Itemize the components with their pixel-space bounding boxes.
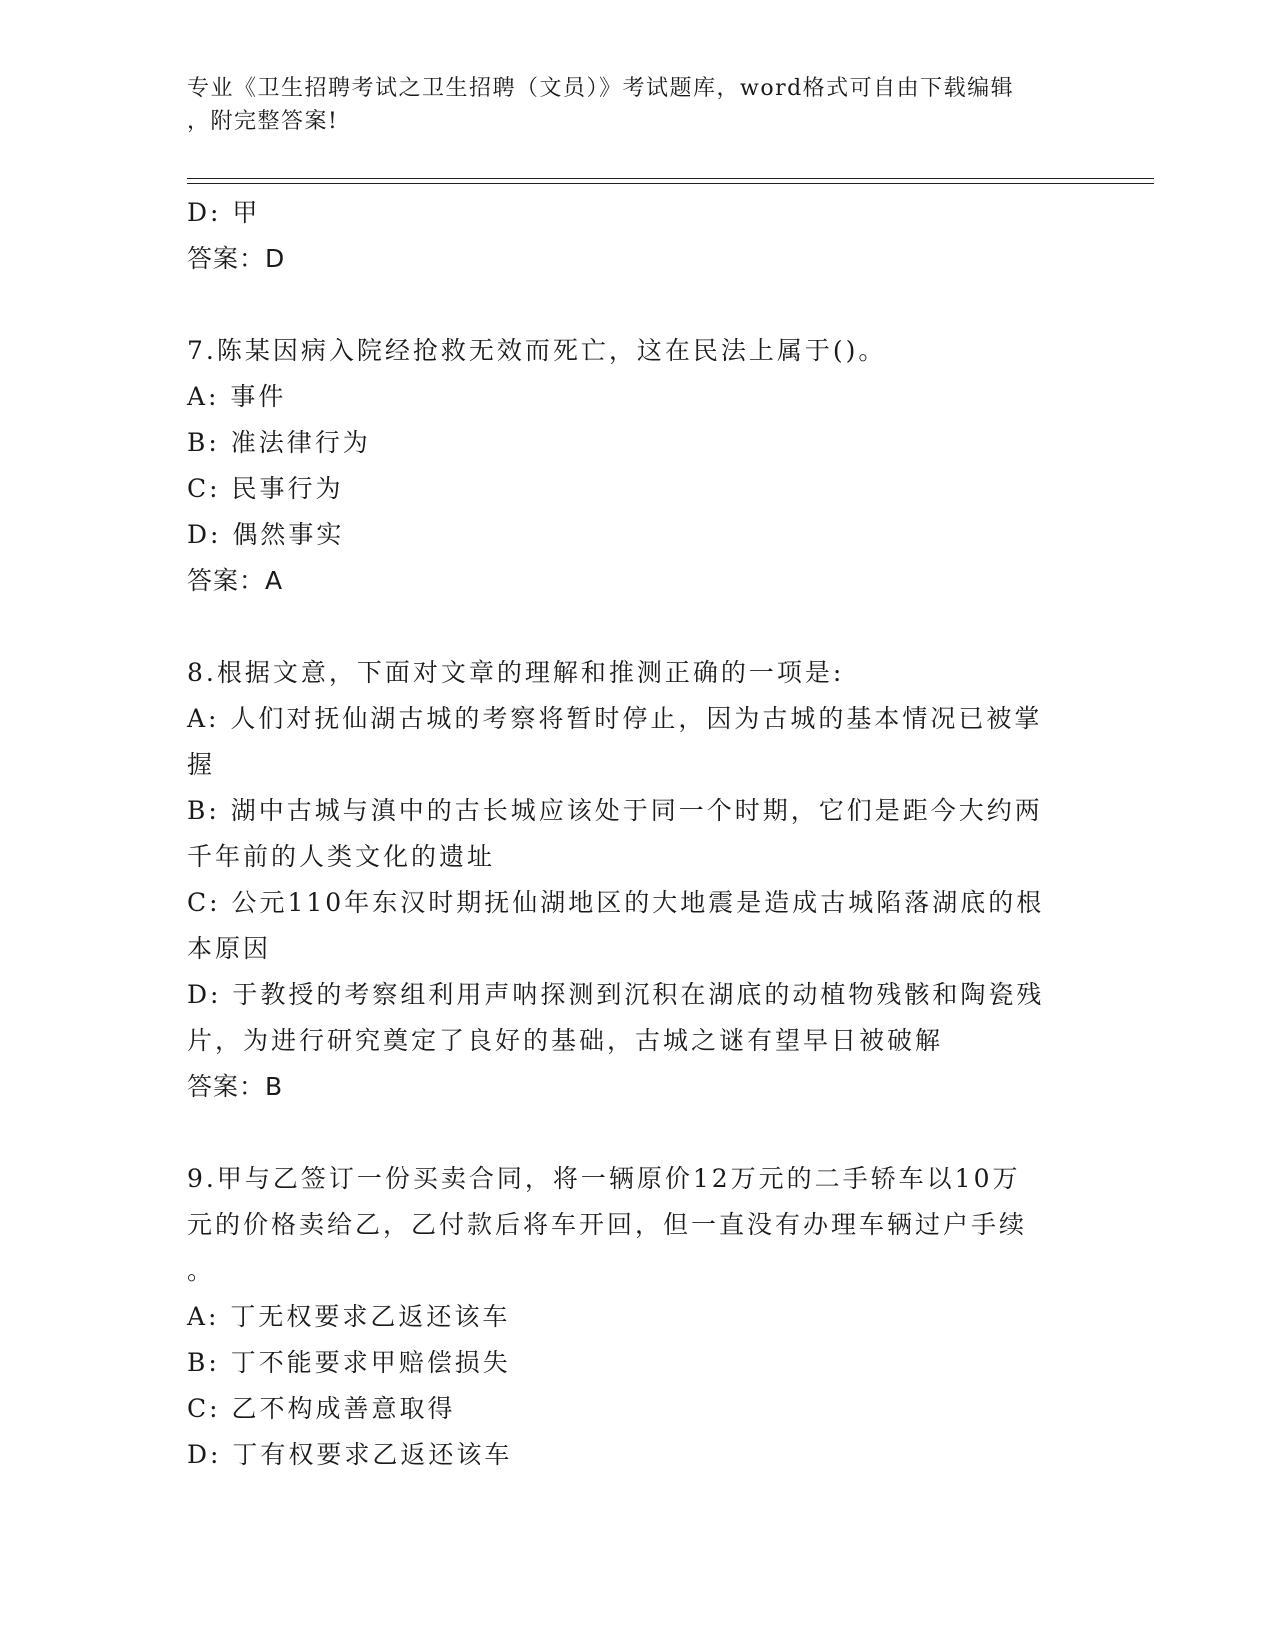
answer-option: [187, 1294, 1087, 1340]
question-stem-line: 7.陈某因病入院经抢救无效而死亡，这在民法上属于()。: [187, 336, 887, 365]
question-block: [187, 650, 1087, 1156]
answer-option: [187, 1386, 1087, 1432]
answer-option: [187, 696, 1087, 788]
option-text-line: A: 人们对抚仙湖古城的考察将暂时停止，因为古城的基本情况已被掌: [187, 704, 1043, 733]
question-block: [187, 328, 1087, 650]
option-text-line: B: 准法律行为: [187, 428, 371, 457]
header-line-1: 专业《卫生招聘考试之卫生招聘（文员）》考试题库，word格式可自由下载编辑: [187, 76, 1015, 101]
answer-option: [187, 374, 1087, 420]
answer-option: [187, 1432, 1087, 1478]
spacer: [187, 1110, 1087, 1156]
answer-option: [187, 972, 1087, 1064]
option-text-line: D: 丁有权要求乙返还该车: [187, 1440, 513, 1469]
option-text-line: 握: [187, 750, 216, 779]
header-line-2: ，附完整答案!: [187, 109, 339, 134]
question-stem-line: 。: [187, 1256, 216, 1285]
option-text-line: D: 偶然事实: [187, 520, 345, 549]
option-text-line: C: 乙不构成善意取得: [187, 1394, 456, 1423]
header-divider-top: [187, 178, 1154, 179]
question-block: [187, 1156, 1087, 1478]
option-text-line: 千年前的人类文化的遗址: [187, 842, 496, 871]
spacer: [187, 604, 1087, 650]
page-header: [187, 72, 1087, 138]
prev-answer: 答案：D: [187, 244, 286, 273]
option-text-line: A: 事件: [187, 382, 287, 411]
answer-option: [187, 466, 1087, 512]
questions-container: [187, 328, 1087, 1478]
option-text-line: A: 丁无权要求乙返还该车: [187, 1302, 511, 1331]
correct-answer: 答案：A: [187, 566, 284, 595]
answer-option: [187, 788, 1087, 880]
option-text-line: 片，为进行研究奠定了良好的基础，古城之谜有望早日被破解: [187, 1026, 944, 1055]
question-stem-line: 9.甲与乙签订一份买卖合同，将一辆原价12万元的二手轿车以10万: [187, 1164, 1021, 1193]
option-text-line: B: 湖中古城与滇中的古长城应该处于同一个时期，它们是距今大约两: [187, 796, 1043, 825]
answer-option: [187, 1340, 1087, 1386]
option-text-line: C: 民事行为: [187, 474, 344, 503]
option-text-line: B: 丁不能要求甲赔偿损失: [187, 1348, 511, 1377]
question-list: [187, 190, 1087, 1478]
option-text-line: 本原因: [187, 934, 272, 963]
spacer: [187, 282, 1087, 328]
option-text-line: C: 公元110年东汉时期抚仙湖地区的大地震是造成古城陷落湖底的根: [187, 888, 1045, 917]
option-text-line: D: 于教授的考察组利用声呐探测到沉积在湖底的动植物残骸和陶瓷残: [187, 980, 1045, 1009]
prev-option-d: D: 甲: [187, 198, 261, 227]
answer-option: [187, 880, 1087, 972]
correct-answer: 答案：B: [187, 1072, 284, 1101]
question-stem-line: 元的价格卖给乙，乙付款后将车开回，但一直没有办理车辆过户手续: [187, 1210, 1028, 1239]
answer-option: [187, 512, 1087, 558]
header-divider-bottom: [187, 183, 1154, 184]
answer-option: [187, 420, 1087, 466]
question-stem-line: 8.根据文意，下面对文章的理解和推测正确的一项是:: [187, 658, 845, 687]
